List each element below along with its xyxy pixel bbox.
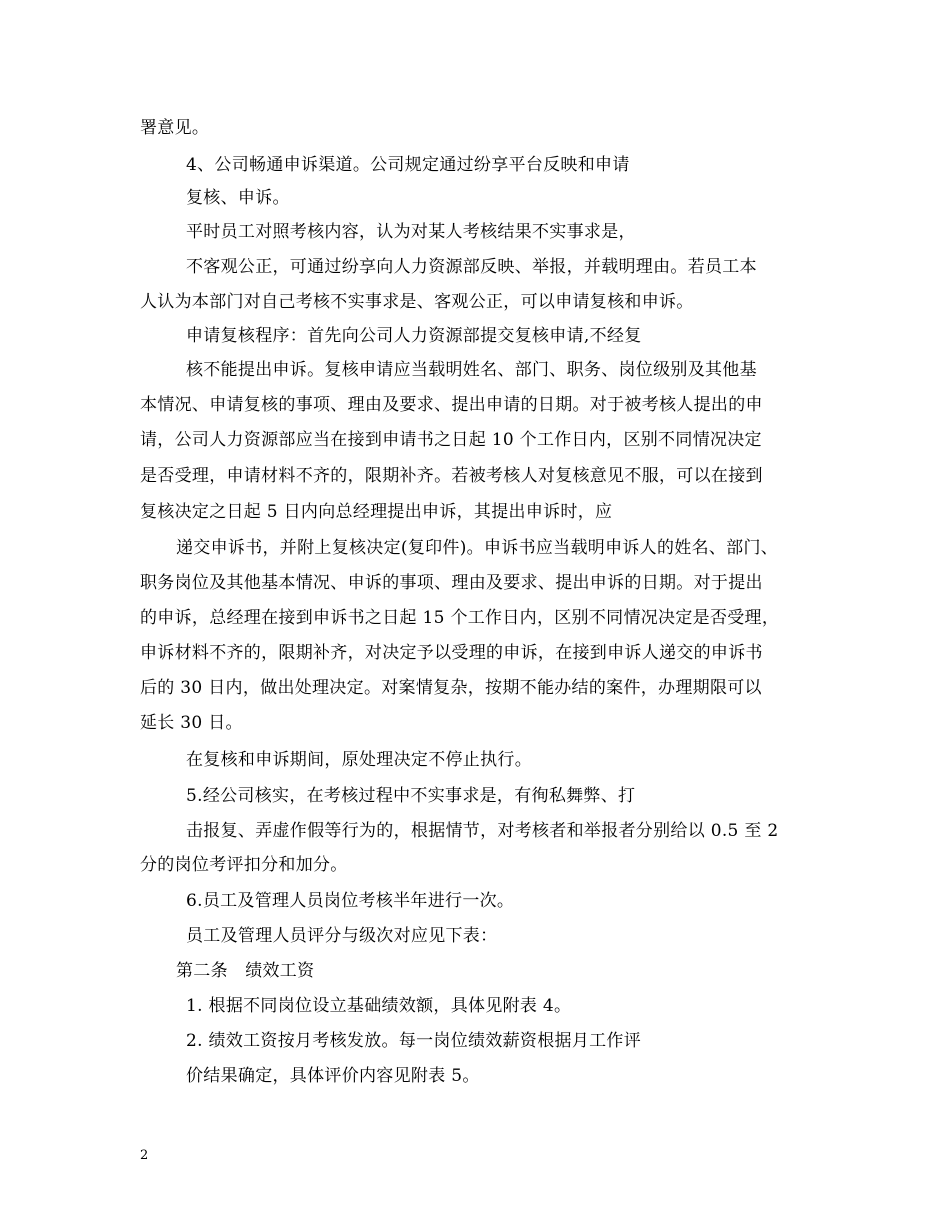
- text-line: 复核、申诉。: [186, 188, 290, 208]
- text-line: 4、公司畅通申诉渠道。公司规定通过纷享平台反映和申请: [186, 155, 630, 175]
- text-line: 请，公司人力资源部应当在接到申请书之日起 10 个工作日内，区别不同情况决定: [140, 430, 762, 450]
- text-line: 署意见。: [140, 118, 210, 138]
- page-number: 2: [140, 1148, 149, 1163]
- text-line: 人认为本部门对自己考核不实事求是、客观公正，可以申请复核和申诉。: [140, 292, 694, 312]
- text-line: 平时员工对照考核内容，认为对某人考核结果不实事求是，: [186, 222, 636, 242]
- list-item: 1. 根据不同岗位设立基础绩效额，具体见附表 4。: [186, 996, 572, 1016]
- text-line: 不客观公正，可通过纷享向人力资源部反映、举报，并载明理由。若员工本: [186, 257, 757, 277]
- section-heading: 第二条 绩效工资: [176, 961, 315, 981]
- text-line: 递交申诉书，并附上复核决定(复印件)。申诉书应当载明申诉人的姓名、部门、: [176, 538, 779, 558]
- text-line: 6.员工及管理人员岗位考核半年进行一次。: [186, 891, 515, 911]
- text-line: 核不能提出申诉。复核申请应当载明姓名、部门、职务、岗位级别及其他基: [186, 360, 757, 380]
- text-line: 延长 30 日。: [140, 713, 243, 733]
- text-line: 后的 30 日内，做出处理决定。对案情复杂，按期不能办结的案件，办理期限可以: [140, 678, 762, 698]
- text-line: 价结果确定，具体评价内容见附表 5。: [186, 1066, 480, 1086]
- text-line: 员工及管理人员评分与级次对应见下表：: [186, 926, 498, 946]
- text-line: 的申诉，总经理在接到申诉书之日起 15 个工作日内，区别不同情况决定是否受理，: [140, 608, 780, 628]
- text-line: 申诉材料不齐的，限期补齐，对决定予以受理的申诉，在接到申诉人递交的申诉书: [140, 643, 763, 663]
- text-line: 在复核和申诉期间，原处理决定不停止执行。: [186, 750, 532, 770]
- text-line: 职务岗位及其他基本情况、申诉的事项、理由及要求、提出申诉的日期。对于提出: [140, 573, 763, 593]
- text-line: 5.经公司核实，在考核过程中不实事求是，有徇私舞弊、打: [186, 786, 636, 806]
- text-line: 本情况、申请复核的事项、理由及要求、提出申请的日期。对于被考核人提出的申: [140, 395, 763, 415]
- text-line: 申请复核程序：首先向公司人力资源部提交复核申请,不经复: [186, 326, 642, 346]
- text-line: 是否受理，申请材料不齐的，限期补齐。若被考核人对复核意见不服，可以在接到: [140, 466, 763, 486]
- text-line: 复核决定之日起 5 日内向总经理提出申诉，其提出申诉时，应: [140, 502, 613, 522]
- text-line: 分的岗位考评扣分和加分。: [140, 855, 348, 875]
- list-item: 2. 绩效工资按月考核发放。每一岗位绩效薪资根据月工作评: [186, 1031, 642, 1051]
- text-line: 击报复、弄虚作假等行为的，根据情节，对考核者和举报者分别给以 0.5 至 2: [186, 821, 779, 841]
